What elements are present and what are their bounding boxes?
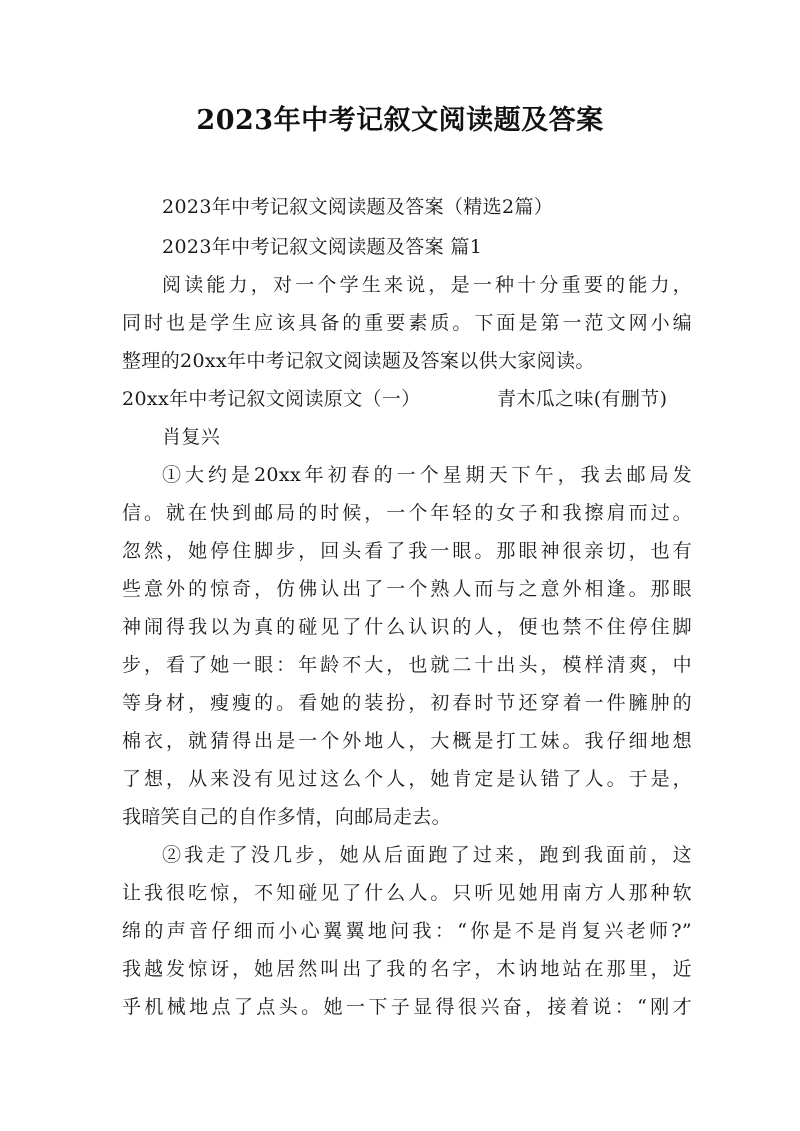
paragraph-line: 我越发惊讶，她居然叫出了我的名字，木讷地站在那里，近: [122, 958, 692, 980]
paragraph-line: 棉衣，就猜得出是一个外地人，大概是打工妹。我仔细地想: [122, 730, 692, 752]
paragraph-line: 让我很吃惊，不知碰见了什么人。只听见她用南方人那种软: [122, 882, 692, 904]
paragraph-line: 些意外的惊奇，仿佛认出了一个熟人而与之意外相逢。那眼: [122, 578, 692, 600]
subtitle: 2023年中考记叙文阅读题及答案（精选2篇）: [162, 196, 554, 218]
article-title: 青木瓜之味(有删节): [497, 388, 668, 410]
paragraph-line: ①大约是20xx年初春的一个星期天下午，我去邮局发: [162, 464, 692, 486]
paragraph-line: 了想，从来没有见过这么个人，她肯定是认错了人。于是，: [122, 768, 692, 790]
paragraph-line: 忽然，她停住脚步，回头看了我一眼。那眼神很亲切，也有: [122, 540, 692, 562]
source-line: [122, 384, 692, 411]
document-title: 2023年中考记叙文阅读题及答案: [196, 105, 604, 136]
paragraph-line: 绵的声音仔细而小心翼翼地问我：“你是不是肖复兴老师?”: [122, 920, 692, 942]
section-heading: 2023年中考记叙文阅读题及答案 篇1: [162, 236, 483, 258]
intro-line: 阅读能力，对一个学生来说，是一种十分重要的能力，: [162, 274, 692, 296]
intro-line: 同时也是学生应该具备的重要素质。下面是第一范文网小编: [122, 312, 692, 334]
paragraph-line: 信。就在快到邮局的时候，一个年轻的女子和我擦肩而过。: [122, 502, 692, 524]
paragraph-line: 步，看了她一眼：年龄不大，也就二十出头，模样清爽，中: [122, 654, 692, 676]
source-label: 20xx年中考记叙文阅读原文（一）: [122, 388, 421, 410]
paragraph-line: 神闹得我以为真的碰见了什么认识的人，便也禁不住停住脚: [122, 616, 692, 638]
author: 肖复兴: [162, 426, 221, 448]
paragraph-line: ②我走了没几步，她从后面跑了过来，跑到我面前，这: [162, 844, 692, 866]
paragraph-line: 等身材，瘦瘦的。看她的装扮，初春时节还穿着一件臃肿的: [122, 692, 692, 714]
paragraph-line: 乎机械地点了点头。她一下子显得很兴奋，接着说：“刚才: [122, 996, 692, 1018]
paragraph-line: 我暗笑自己的自作多情，向邮局走去。: [122, 806, 451, 828]
intro-line: 整理的20xx年中考记叙文阅读题及答案以供大家阅读。: [122, 350, 595, 372]
